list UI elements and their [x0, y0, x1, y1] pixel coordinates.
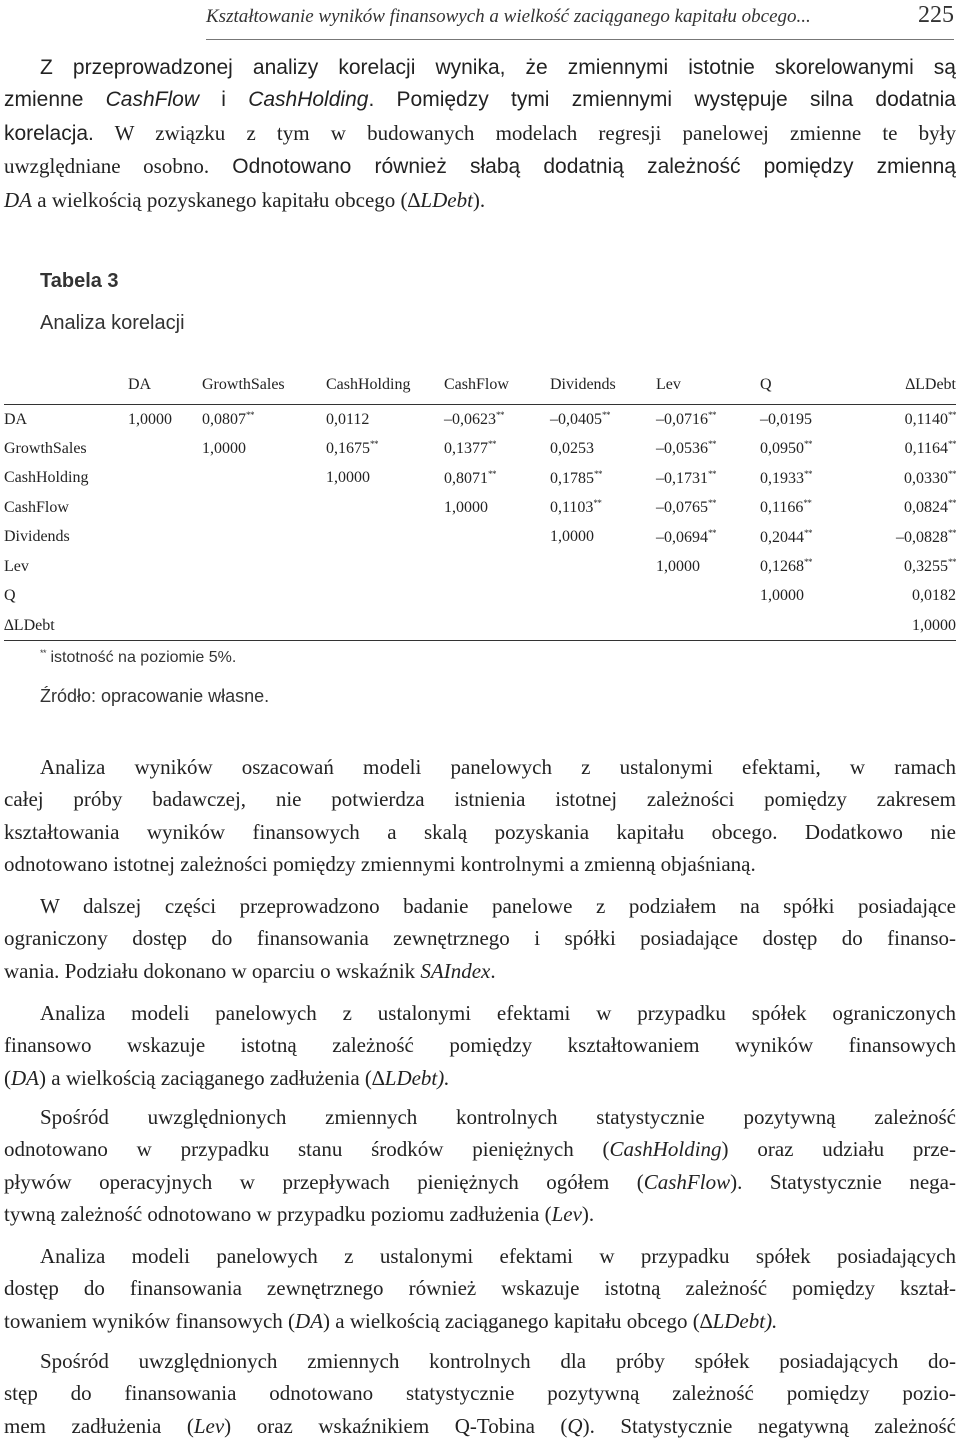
table-cell: 0,1166** [760, 498, 812, 517]
text-line: kształtowania wyników finansowych a skalą pozyskania kapitału obcego. Dodatkowo nie [4, 819, 956, 844]
table-cell: 0,3255** [904, 557, 956, 576]
table-cell: 0,1377** [444, 439, 496, 458]
table-row [4, 582, 956, 612]
intro-paragraph [4, 52, 956, 216]
significance-marker: ** [708, 439, 716, 450]
text-line: (DA) a wielkością zaciąganego zadłużenia (∆LDebt). [4, 1065, 450, 1090]
table-cell [326, 552, 444, 582]
text-line: towaniem wyników finansowych (DA) a wielkością zaciąganego kapitału obcego (∆LDebt). [4, 1308, 778, 1333]
text-line: Spośród uwzględnionych zmiennych kontrolnych dla próby spółek posiadających do- [40, 1349, 956, 1373]
table-cell [760, 611, 856, 641]
table-cell [202, 493, 326, 523]
table-cell [444, 523, 550, 553]
row-label: Q [4, 587, 16, 605]
table-row [4, 434, 956, 464]
table-cell: –0,0536** [656, 439, 716, 458]
table-cell [326, 493, 444, 523]
significance-marker: ** [708, 410, 716, 420]
text-line: całej próby badawczej, nie potwierdza istnienia istotnej zależności pomiędzy zakresem [4, 787, 956, 812]
table-cell: 1,0000 [656, 557, 700, 575]
table-row [4, 552, 956, 582]
text-line: finansowo wskazuje istotną zależność pomiędzy kształtowaniem wyników finansowych [4, 1033, 956, 1058]
table-cell: –0,0828** [896, 527, 956, 546]
table-cell [326, 523, 444, 553]
table-cell: 0,0112 [326, 410, 370, 428]
table-cell: –0,0694** [656, 527, 716, 546]
column-header: Dividends [550, 376, 616, 393]
table-cell: 0,0807** [202, 410, 254, 428]
table-cell: 0,1785** [550, 468, 602, 487]
row-label: CashFlow [4, 498, 69, 516]
table-cell: 0,1933** [760, 468, 812, 487]
text-line: Analiza modeli panelowych z ustalonymi efektami w przypadku spółek ograniczonych [40, 1001, 956, 1025]
table-cell [656, 611, 760, 641]
text-line: Z przeprowadzonej analizy korelacji wynika, że zmiennymi istotnie skorelowanymi są [40, 56, 956, 79]
table-cell [128, 611, 202, 641]
table-cell [128, 523, 202, 553]
header-rule [206, 39, 954, 40]
table-cell: 0,0824** [904, 498, 956, 517]
table-cell [202, 552, 326, 582]
text-line: tywną zależność odnotowano w przypadku poziomu zadłużenia (Lev). [4, 1202, 595, 1227]
body-paragraph-6 [4, 1345, 956, 1442]
row-label: ∆LDebt [4, 616, 55, 634]
text-line: mem zadłużenia (Lev) oraz wskaźnikiem Q-Tobina (Q). Statystycznie negatywną zależność [4, 1413, 956, 1438]
column-header: GrowthSales [202, 376, 285, 393]
table-cell [656, 582, 760, 612]
table-cell [128, 464, 202, 494]
table-cell [128, 582, 202, 612]
row-label: Lev [4, 557, 29, 575]
significance-marker: ** [948, 557, 956, 568]
running-title: Kształtowanie wyników finansowych a wielkość zaciąganego kapitału obcego... [206, 6, 811, 27]
table-caption: Tabela 3 [40, 270, 119, 292]
text-line: dostęp do finansowania zewnętrznego również wskazuje istotną zależność pomiędzy kształ- [4, 1276, 956, 1301]
body-paragraph-3 [4, 997, 956, 1094]
row-label: GrowthSales [4, 439, 87, 457]
text-line: Analiza wyników oszacowań modeli panelowych z ustalonymi efektami, w ramach [40, 755, 956, 779]
table-cell [444, 611, 550, 641]
table-cell: 1,0000 [326, 469, 370, 487]
table-source: Źródło: opracowanie własne. [40, 686, 270, 706]
table-cell [202, 582, 326, 612]
table-row [4, 464, 956, 494]
correlation-table [4, 366, 956, 641]
table-cell: 1,0000 [444, 498, 488, 516]
table-cell: 0,1164** [904, 439, 956, 458]
column-header: Q [760, 376, 772, 393]
significance-marker: ** [948, 439, 956, 450]
table-cell: 1,0000 [128, 410, 172, 428]
body-paragraph-2 [4, 890, 956, 987]
table-cell [128, 493, 202, 523]
table-cell [444, 552, 550, 582]
table-cell [550, 552, 656, 582]
table-cell: 0,0950** [760, 439, 812, 458]
table-cell: 0,1140** [904, 410, 956, 428]
table-cell [128, 434, 202, 464]
table-cell: 0,1103** [550, 498, 602, 517]
table-cell: 0,0253 [550, 439, 594, 457]
table-cell: –0,1731** [656, 468, 716, 487]
significance-marker: ** [488, 439, 496, 450]
significance-marker: ** [948, 498, 956, 509]
table-cell: 1,0000 [202, 439, 246, 457]
text-line: uwzględniane osobno. Odnotowano również słabą dodatnią zależność pomiędzy zmienną [4, 154, 956, 179]
text-line: Spośród uwzględnionych zmiennych kontrolnych statystycznie pozytywną zależność [40, 1105, 956, 1129]
table-cell: –0,0623** [444, 410, 504, 428]
table-cell: 0,2044** [760, 527, 812, 546]
column-header: CashFlow [444, 376, 509, 393]
table-row [4, 405, 956, 435]
table-cell [550, 582, 656, 612]
table-header-row [4, 366, 956, 405]
page-number: 225 [918, 2, 954, 28]
significance-marker: ** [593, 498, 602, 509]
row-label: DA [4, 410, 28, 428]
text-line: pływów operacyjnych w przepływach pieniężnych ogółem (CashFlow). Statystycznie nega- [4, 1169, 956, 1194]
table-cell [202, 523, 326, 553]
significance-marker: ** [708, 468, 716, 479]
text-line: DA a wielkością pozyskanego kapitału obcego (∆LDebt). [4, 187, 486, 212]
column-header: Lev [656, 376, 681, 393]
row-label: CashHolding [4, 469, 89, 487]
text-line: odnotowano istotnej zależności pomiędzy zmiennymi kontrolnymi a zmienną objaśnianą. [4, 852, 756, 877]
text-line: W dalszej części przeprowadzono badanie panelowe z podziałem na spółki posiadające [40, 894, 956, 918]
column-header: DA [128, 376, 152, 393]
text-line: wania. Podziału dokonano w oparciu o wskaźnik SAIndex. [4, 958, 496, 983]
text-line: Analiza modeli panelowych z ustalonymi efektami w przypadku spółek posiadających [40, 1244, 956, 1268]
row-label: Dividends [4, 528, 70, 546]
significance-marker: ** [948, 527, 956, 538]
body-paragraph-1 [4, 751, 956, 881]
significance-marker: ** [370, 439, 378, 450]
significance-marker: ** [948, 410, 956, 420]
table-cell: 0,0182 [912, 587, 956, 605]
table-cell: 1,0000 [760, 587, 804, 605]
significance-marker: ** [804, 439, 812, 450]
text-line: stęp do finansowania odnotowano statystycznie pozytywną zależność pomiędzy pozio- [4, 1381, 956, 1406]
table-cell: 0,1268** [760, 557, 812, 576]
significance-marker: ** [804, 557, 812, 568]
text-line: odnotowano w przypadku stanu środków pieniężnych (CashHolding) oraz udziału prze- [4, 1137, 956, 1162]
significance-marker: ** [602, 410, 610, 420]
table-cell [128, 552, 202, 582]
significance-marker: ** [804, 468, 812, 479]
body-paragraph-4 [4, 1101, 956, 1231]
significance-marker: ** [804, 527, 812, 538]
table-row [4, 611, 956, 641]
table-cell: –0,0716** [656, 410, 716, 428]
table-cell [202, 464, 326, 494]
page-header [0, 0, 960, 44]
significance-marker: ** [948, 468, 956, 479]
table-footnote: ** istotność na poziomie 5%. [40, 648, 237, 666]
table-cell: –0,0195 [760, 410, 812, 428]
significance-marker: ** [594, 468, 602, 479]
table-cell: 1,0000 [550, 528, 594, 546]
column-header: CashHolding [326, 376, 411, 393]
text-line: ograniczony dostęp do finansowania zewnętrznego i spółki posiadające dostęp do finanso- [4, 926, 956, 951]
table-row [4, 493, 956, 523]
body-paragraph-5 [4, 1240, 956, 1337]
corner-cell [4, 366, 128, 405]
table-cell [444, 582, 550, 612]
table-cell [202, 611, 326, 641]
column-header: ∆LDebt [905, 376, 956, 393]
table-cell: 0,0330** [904, 468, 956, 487]
text-line: zmienne CashFlow i CashHolding. Pomiędzy tymi zmiennymi występuje silna dodatnia [4, 88, 956, 112]
table-subtitle: Analiza korelacji [40, 312, 185, 334]
table-cell: –0,0765** [656, 498, 716, 517]
text-line: korelacja. W związku z tym w budowanych modelach regresji panelowej zmienne te były [4, 120, 956, 145]
table-cell [326, 611, 444, 641]
table-cell [326, 582, 444, 612]
significance-marker: ** [708, 527, 716, 538]
significance-marker: ** [496, 410, 504, 420]
significance-marker: ** [488, 468, 496, 479]
significance-marker: ** [708, 498, 716, 509]
significance-marker: ** [246, 410, 254, 420]
table-cell: 1,0000 [912, 616, 956, 634]
table-row [4, 523, 956, 553]
significance-marker: ** [803, 498, 812, 509]
table-cell: 0,8071** [444, 468, 496, 487]
table-cell: 0,1675** [326, 439, 378, 458]
table-cell: –0,0405** [550, 410, 610, 428]
table-cell [550, 611, 656, 641]
